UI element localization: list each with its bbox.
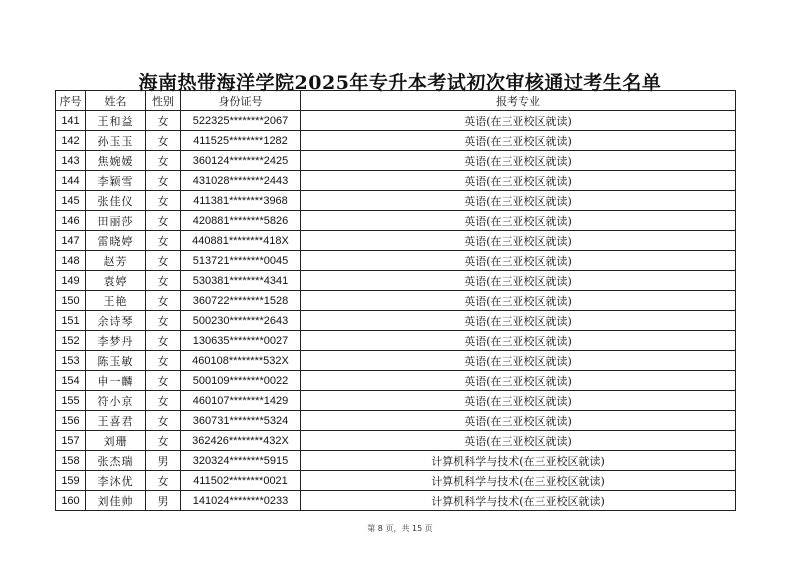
seq-cell: 154 [56,371,86,391]
table-row [56,351,736,371]
name-cell: 田丽莎 [86,211,146,231]
gender-cell: 女 [146,151,181,171]
seq-cell: 150 [56,291,86,311]
gender-cell: 女 [146,351,181,371]
id-cell: 320324********5915 [181,451,301,471]
id-cell: 530381********4341 [181,271,301,291]
header-seq: 序号 [56,91,86,111]
name-cell: 张佳仪 [86,191,146,211]
major-cell: 英语(在三亚校区就读) [301,171,736,191]
table-row [56,491,736,511]
id-cell: 522325********2067 [181,111,301,131]
major-cell: 英语(在三亚校区就读) [301,191,736,211]
seq-cell: 142 [56,131,86,151]
major-cell: 英语(在三亚校区就读) [301,111,736,131]
page-title: 海南热带海洋学院2025年专升本考试初次审核通过考生名单 [138,72,662,94]
table-row [56,371,736,391]
seq-cell: 141 [56,111,86,131]
major-cell: 英语(在三亚校区就读) [301,131,736,151]
gender-cell: 女 [146,411,181,431]
gender-cell: 女 [146,211,181,231]
seq-cell: 143 [56,151,86,171]
header-gender: 性别 [146,91,181,111]
page-footer: 第 8 页，共 15 页 [367,524,433,533]
gender-cell: 女 [146,251,181,271]
major-cell: 英语(在三亚校区就读) [301,431,736,451]
name-cell: 张杰瑞 [86,451,146,471]
name-cell: 符小京 [86,391,146,411]
gender-cell: 女 [146,131,181,151]
gender-cell: 女 [146,331,181,351]
gender-cell: 女 [146,291,181,311]
roster-table [55,90,736,511]
major-cell: 英语(在三亚校区就读) [301,351,736,371]
table-header-row [56,91,736,111]
seq-cell: 160 [56,491,86,511]
name-cell: 孙玉玉 [86,131,146,151]
table-row [56,151,736,171]
id-cell: 460108********532X [181,351,301,371]
id-cell: 500109********0022 [181,371,301,391]
name-cell: 陈玉敏 [86,351,146,371]
seq-cell: 156 [56,411,86,431]
id-cell: 411502********0021 [181,471,301,491]
seq-cell: 144 [56,171,86,191]
table-row [56,111,736,131]
id-cell: 411381********3968 [181,191,301,211]
gender-cell: 女 [146,191,181,211]
name-cell: 雷晓婷 [86,231,146,251]
seq-cell: 159 [56,471,86,491]
header-name: 姓名 [86,91,146,111]
seq-cell: 148 [56,251,86,271]
id-cell: 141024********0233 [181,491,301,511]
name-cell: 余诗琴 [86,311,146,331]
id-cell: 360731********5324 [181,411,301,431]
major-cell: 英语(在三亚校区就读) [301,271,736,291]
id-cell: 411525********1282 [181,131,301,151]
seq-cell: 147 [56,231,86,251]
table-row [56,251,736,271]
gender-cell: 女 [146,431,181,451]
name-cell: 刘佳帅 [86,491,146,511]
table-row [56,311,736,331]
id-cell: 513721********0045 [181,251,301,271]
id-cell: 420881********5826 [181,211,301,231]
gender-cell: 女 [146,271,181,291]
gender-cell: 女 [146,311,181,331]
name-cell: 刘珊 [86,431,146,451]
gender-cell: 男 [146,451,181,471]
table-row [56,171,736,191]
table-row [56,191,736,211]
table-row [56,391,736,411]
table-row [56,291,736,311]
table-row [56,471,736,491]
id-cell: 362426********432X [181,431,301,451]
major-cell: 计算机科学与技术(在三亚校区就读) [301,451,736,471]
seq-cell: 146 [56,211,86,231]
name-cell: 焦婉媛 [86,151,146,171]
major-cell: 计算机科学与技术(在三亚校区就读) [301,471,736,491]
major-cell: 英语(在三亚校区就读) [301,151,736,171]
major-cell: 英语(在三亚校区就读) [301,331,736,351]
major-cell: 英语(在三亚校区就读) [301,311,736,331]
gender-cell: 女 [146,391,181,411]
name-cell: 王和益 [86,111,146,131]
table-row [56,131,736,151]
name-cell: 袁婷 [86,271,146,291]
gender-cell: 女 [146,231,181,251]
id-cell: 130635********0027 [181,331,301,351]
gender-cell: 男 [146,491,181,511]
header-id: 身份证号 [181,91,301,111]
gender-cell: 女 [146,171,181,191]
seq-cell: 158 [56,451,86,471]
seq-cell: 157 [56,431,86,451]
id-cell: 431028********2443 [181,171,301,191]
table-row [56,411,736,431]
seq-cell: 152 [56,331,86,351]
id-cell: 360722********1528 [181,291,301,311]
name-cell: 李沐优 [86,471,146,491]
gender-cell: 女 [146,371,181,391]
table-row [56,211,736,231]
seq-cell: 153 [56,351,86,371]
table-row [56,431,736,451]
id-cell: 500230********2643 [181,311,301,331]
name-cell: 赵芳 [86,251,146,271]
major-cell: 英语(在三亚校区就读) [301,371,736,391]
major-cell: 英语(在三亚校区就读) [301,291,736,311]
table-row [56,271,736,291]
name-cell: 王艳 [86,291,146,311]
table-row [56,231,736,251]
table-row [56,451,736,471]
id-cell: 440881********418X [181,231,301,251]
gender-cell: 女 [146,471,181,491]
id-cell: 460107********1429 [181,391,301,411]
major-cell: 英语(在三亚校区就读) [301,251,736,271]
name-cell: 李梦丹 [86,331,146,351]
seq-cell: 145 [56,191,86,211]
id-cell: 360124********2425 [181,151,301,171]
seq-cell: 155 [56,391,86,411]
major-cell: 英语(在三亚校区就读) [301,391,736,411]
major-cell: 英语(在三亚校区就读) [301,411,736,431]
major-cell: 计算机科学与技术(在三亚校区就读) [301,491,736,511]
seq-cell: 151 [56,311,86,331]
name-cell: 李颖雪 [86,171,146,191]
name-cell: 王喜君 [86,411,146,431]
table-body [56,111,736,511]
table-row [56,331,736,351]
seq-cell: 149 [56,271,86,291]
name-cell: 申一麟 [86,371,146,391]
header-major: 报考专业 [301,91,736,111]
major-cell: 英语(在三亚校区就读) [301,211,736,231]
major-cell: 英语(在三亚校区就读) [301,231,736,251]
gender-cell: 女 [146,111,181,131]
